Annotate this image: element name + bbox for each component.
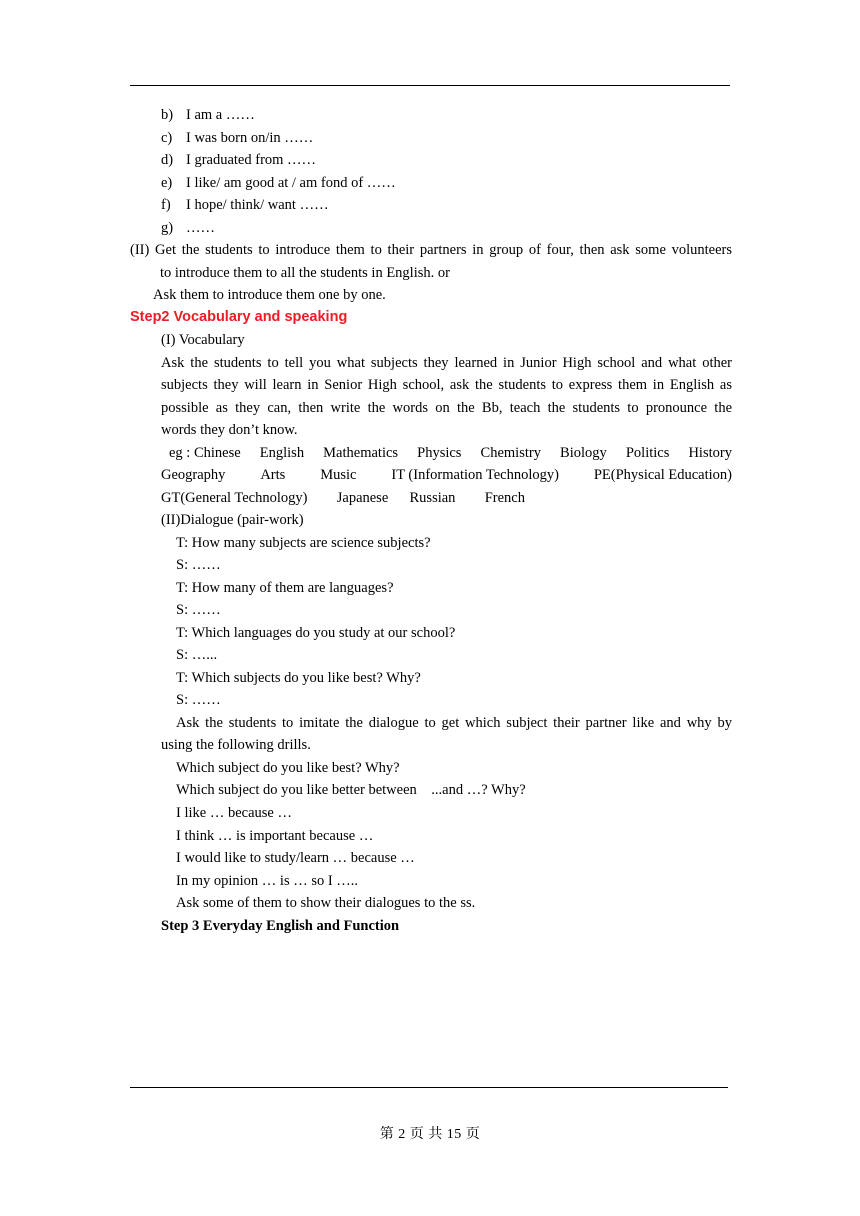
list-text: I graduated from ……	[186, 152, 317, 168]
list-text: ……	[186, 220, 215, 236]
subject-item: Biology	[560, 445, 607, 461]
section-heading: Step2 Vocabulary and speaking	[130, 309, 348, 325]
list-text: I was born on/in ……	[186, 130, 314, 146]
drill-line: In my opinion … is … so I …..	[176, 873, 359, 889]
list-marker: g)	[161, 220, 174, 236]
list-marker: c)	[161, 130, 173, 146]
subjects-row	[161, 487, 525, 509]
subject-item: Physics	[417, 445, 462, 461]
subsection-label: (I) Vocabulary	[161, 332, 245, 348]
section-heading: Step 3 Everyday English and Function	[161, 918, 400, 934]
paragraph-line: subjects they will learn in Senior High school, ask the students to express them in English as	[161, 377, 732, 393]
paragraph-line: words they don’t know.	[161, 422, 298, 438]
dialogue-line: T: Which languages do you study at our school?	[176, 625, 456, 641]
list-marker: d)	[161, 152, 174, 168]
subject-item: Mathematics	[323, 445, 399, 461]
intro-line: (II) Get the students to introduce them to their partners in group of four, then ask some volunteers	[130, 242, 732, 258]
subject-item: Geography	[161, 467, 226, 483]
header-rule	[130, 85, 730, 86]
footer-rule	[130, 1087, 728, 1088]
drill-line: I would like to study/learn … because …	[176, 850, 415, 866]
list-marker: b)	[161, 107, 174, 123]
subject-item: eg : Chinese	[169, 445, 241, 461]
subject-item: GT(General Technology)	[161, 490, 308, 506]
subject-item: Music	[320, 467, 357, 483]
subject-item: French	[484, 490, 525, 506]
dialogue-line: S: ……	[176, 692, 221, 708]
subject-item: History	[688, 445, 732, 461]
intro-line: Ask them to introduce them one by one.	[153, 287, 386, 303]
subjects-row	[161, 464, 732, 486]
drill-line: Which subject do you like better between ...and …? Why?	[176, 782, 526, 798]
page-number: 第 2 页 共 15 页	[379, 1127, 481, 1142]
list-marker: f)	[161, 197, 171, 213]
subject-item: Politics	[625, 445, 670, 461]
paragraph-line: Ask the students to tell you what subjects they learned in Junior High school and what other	[161, 355, 732, 371]
subject-item: Japanese	[336, 490, 389, 506]
drill-line: I like … because …	[176, 805, 292, 821]
subject-item: Arts	[260, 467, 286, 483]
subject-item: Russian	[409, 490, 456, 506]
drill-line: I think … is important because …	[176, 828, 374, 844]
subject-item: Chemistry	[480, 445, 541, 461]
intro-line: to introduce them to all the students in English. or	[160, 265, 450, 281]
drill-line: Ask some of them to show their dialogues to the ss.	[176, 895, 476, 911]
list-marker: e)	[161, 175, 173, 191]
paragraph-line: Ask the students to imitate the dialogue to get which subject their partner like and why by	[176, 715, 732, 731]
subsection-label: (II)Dialogue (pair-work)	[161, 512, 304, 528]
list-text: I am a ……	[186, 107, 255, 123]
list-text: I like/ am good at / am fond of ……	[186, 175, 396, 191]
dialogue-line: S: ……	[176, 557, 221, 573]
dialogue-line: S: …...	[176, 647, 218, 663]
dialogue-line: T: Which subjects do you like best? Why?	[176, 670, 421, 686]
subject-item: PE(Physical Education)	[593, 467, 732, 483]
paragraph-line: possible as they can, then write the words on the Bb, teach the students to pronounce the	[161, 400, 732, 416]
subject-item: English	[259, 445, 305, 461]
drill-line: Which subject do you like best? Why?	[176, 760, 400, 776]
subject-item: IT (Information Technology)	[391, 467, 559, 483]
list-text: I hope/ think/ want ……	[186, 197, 329, 213]
dialogue-line: S: ……	[176, 602, 221, 618]
subjects-row	[169, 442, 732, 464]
dialogue-line: T: How many of them are languages?	[176, 580, 394, 596]
dialogue-line: T: How many subjects are science subjects?	[176, 535, 431, 551]
paragraph-line: using the following drills.	[161, 737, 311, 753]
